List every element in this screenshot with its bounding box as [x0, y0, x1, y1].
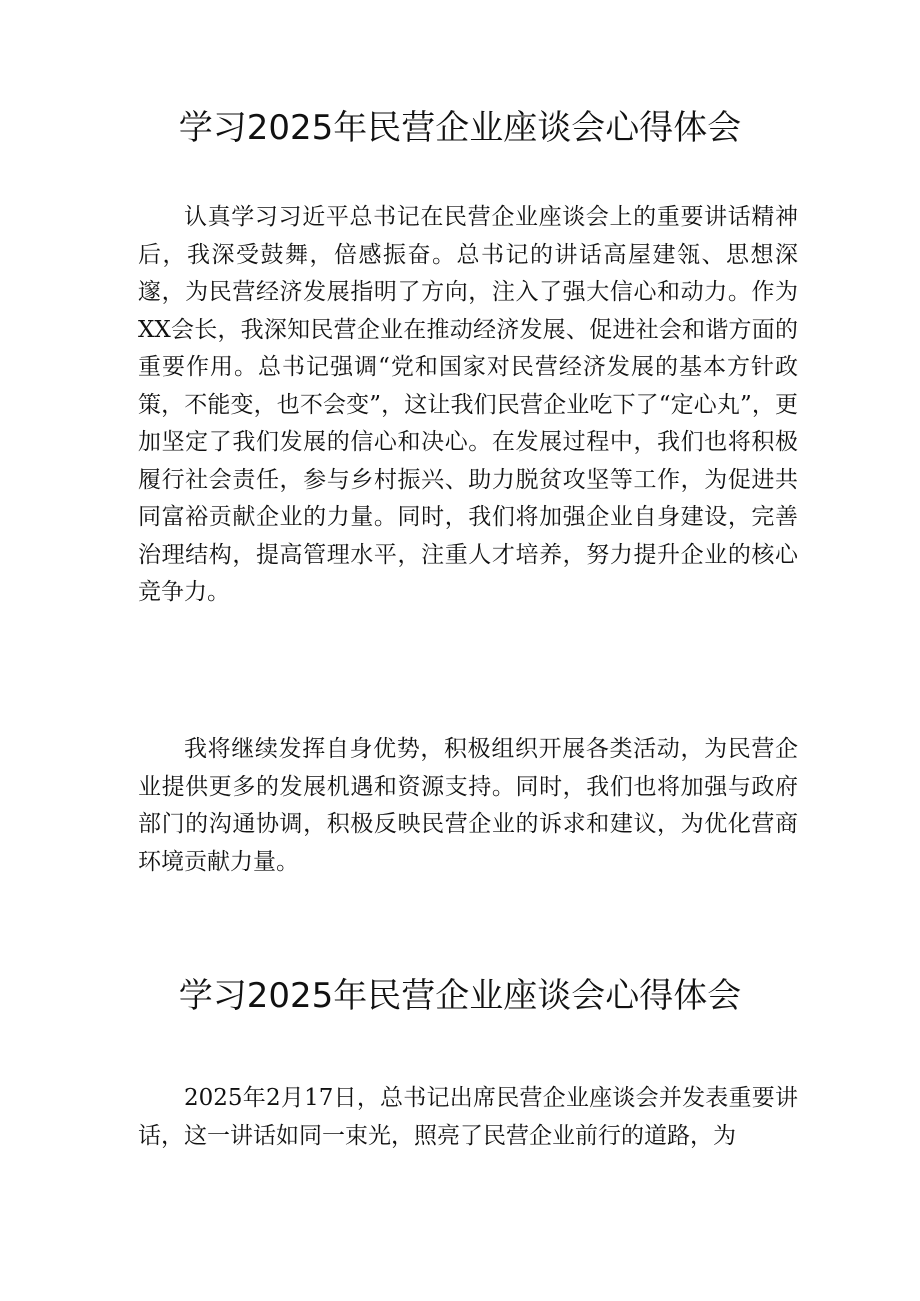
section-1-title: 学习2025年民营企业座谈会心得体会	[178, 108, 742, 148]
section-2-title: 学习2025年民营企业座谈会心得体会	[178, 976, 742, 1016]
section-2-paragraph-1: 2025年2月17日，总书记出席民营企业座谈会并发表重要讲话，这一讲话如同一束光，照亮了民营企业前行的道路，为	[138, 1085, 798, 1149]
section-1-paragraph-1: 认真学习习近平总书记在民营企业座谈会上的重要讲话精神后，我深受鼓舞，倍感振奋。总书记的讲话高屋建瓴、思想深邃，为民营经济发展指明了方向，注入了强大信心和动力。作为XX会长，我深知民营企业在推动经济发展、促进社会和谐方面的重要作用。总书记强调“党和国家对民营经济发展的基本方针政策，不能变，也不会变”，这让我们民营企业吃下了“定心丸”，更加坚定了我们发展的信心和决心。在发展过程中，我们也将积极履行社会责任，参与乡村振兴、助力脱贫攻坚等工作，为促进共同富裕贡献企业的力量。同时，我们将加强企业自身建设，完善治理结构，提高管理水平，注重人才培养，努力提升企业的核心竞争力。	[138, 204, 798, 605]
section-1-paragraph-2: 我将继续发挥自身优势，积极组织开展各类活动，为民营企业提供更多的发展机遇和资源支持。同时，我们也将加强与政府部门的沟通协调，积极反映民营企业的诉求和建议，为优化营商环境贡献力量。	[138, 736, 798, 875]
